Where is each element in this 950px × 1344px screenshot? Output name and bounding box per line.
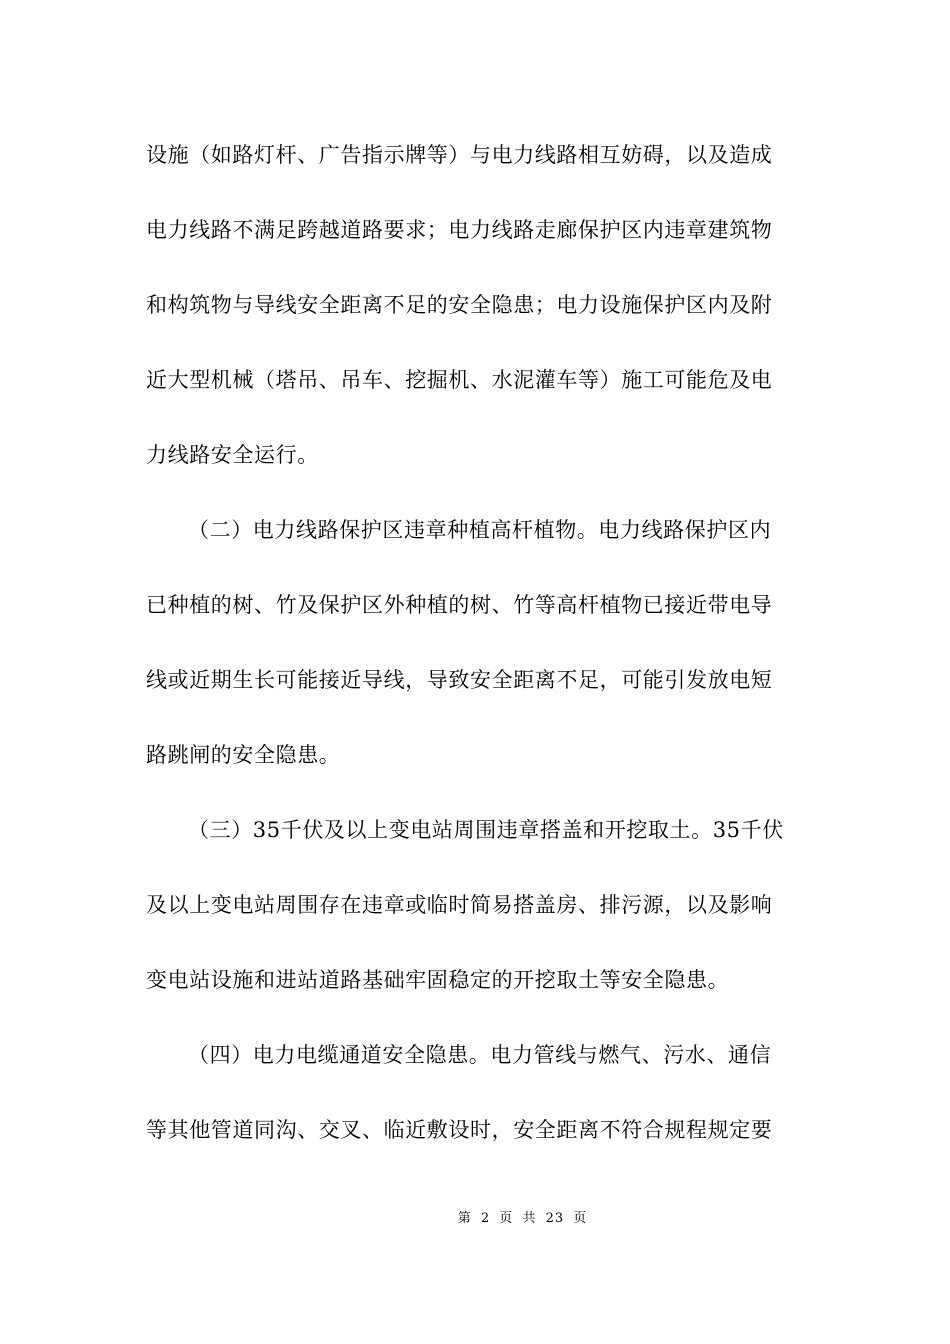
footer-page-word: 页 [499, 1211, 514, 1226]
text-line: 和构筑物与导线安全距离不足的安全隐患；电力设施保护区内及附 [146, 293, 773, 317]
text-line: 线或近期生长可能接近导线，导致安全距离不足，可能引发放电短 [146, 668, 773, 692]
text-line: 及以上变电站周围存在违章或临时简易搭盖房、排污源，以及影响 [146, 893, 773, 917]
text-line: 电力线路不满足跨越道路要求；电力线路走廊保护区内违章建筑物 [146, 218, 773, 242]
paragraph-continued [146, 128, 806, 503]
text-line: 近大型机械（塔吊、吊车、挖掘机、水泥灌车等）施工可能危及电 [146, 368, 773, 392]
document-body [146, 128, 806, 1178]
footer-suffix: 页 [573, 1211, 588, 1226]
text-line: 路跳闸的安全隐患。 [146, 743, 341, 767]
text-line: （四）电力电缆通道安全隐患。电力管线与燃气、污水、通信 [188, 1043, 772, 1067]
text-line: （二）电力线路保护区违章种植高杆植物。电力线路保护区内 [188, 518, 772, 542]
footer-total-prefix: 共 [522, 1211, 537, 1226]
text-line: 等其他管道同沟、交叉、临近敷设时，安全距离不符合规程规定要 [146, 1118, 773, 1142]
paragraph-section-3 [146, 803, 806, 1028]
text-line: 已种植的树、竹及保护区外种植的树、竹等高杆植物已接近带电导 [146, 593, 773, 617]
page-footer [0, 1207, 950, 1226]
footer-prefix: 第 [457, 1211, 472, 1226]
text-line: 变电站设施和进站道路基础牢固稳定的开挖取土等安全隐患。 [146, 968, 730, 992]
text-line: 力线路安全运行。 [146, 443, 319, 467]
paragraph-section-2 [146, 503, 806, 803]
paragraph-section-4 [146, 1028, 806, 1178]
text-line: 设施（如路灯杆、广告指示牌等）与电力线路相互妨碍，以及造成 [146, 143, 773, 167]
footer-current-page: 2 [480, 1211, 491, 1226]
text-line: （三）35千伏及以上变电站周围违章搭盖和开挖取土。35千伏 [188, 818, 784, 842]
footer-total-pages: 23 [545, 1211, 565, 1226]
